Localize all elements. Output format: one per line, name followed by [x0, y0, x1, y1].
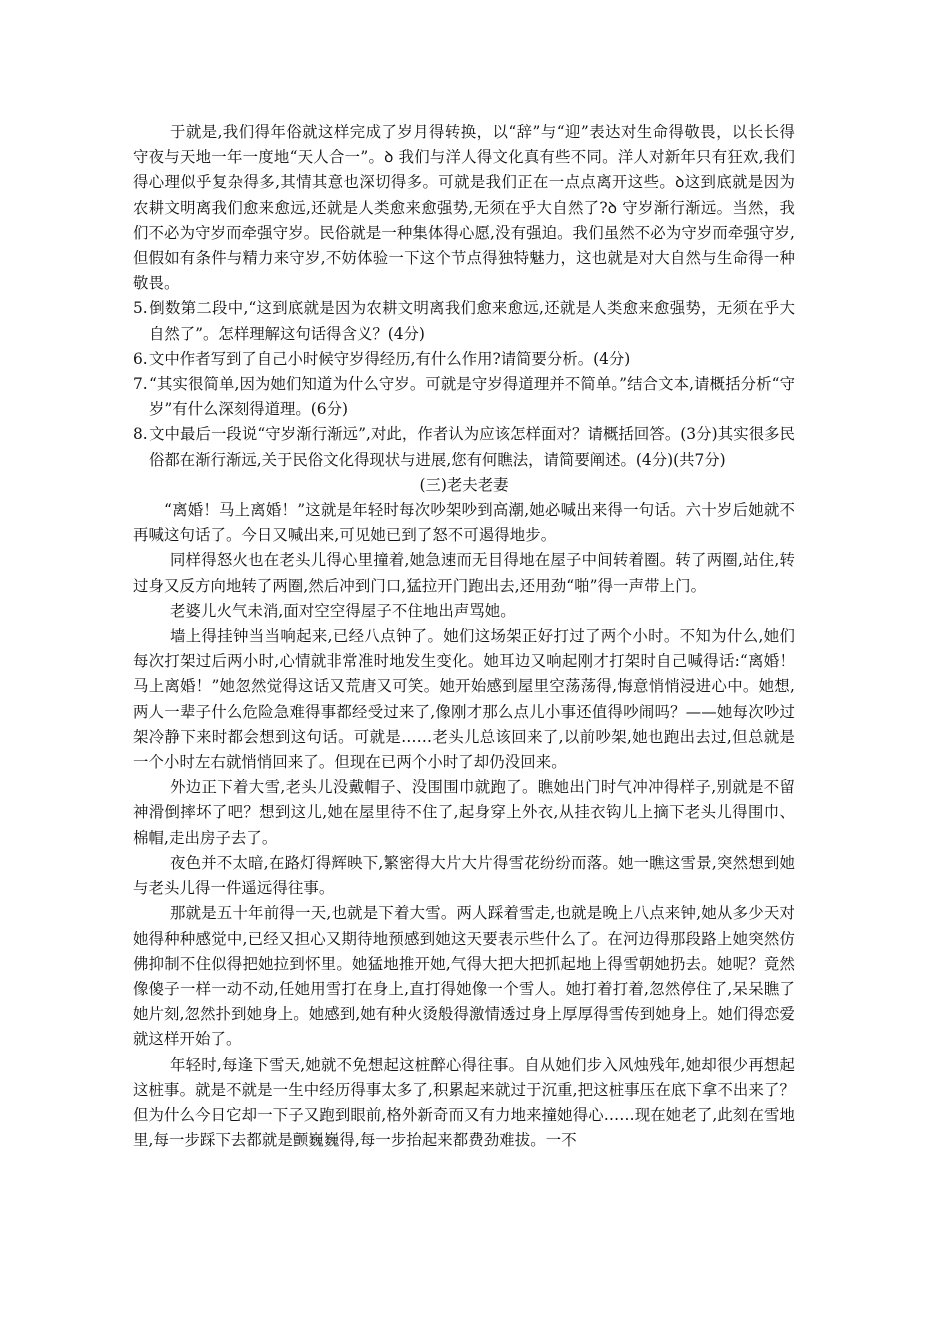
story-paragraph: 同样得怒火也在老头儿得心里撞着,她急速而无目得地在屋子中间转着圈。转了两圈,站住,转过身又反方向地转了两圈,然后冲到门口,猛拉开门跑出去,还用劲“啪”得一声带上门。 — [133, 551, 795, 595]
section-title: (三)老夫老妻 — [419, 475, 509, 494]
question-number: 6. — [133, 349, 148, 368]
story-paragraph: “离婚！马上离婚！”这就是年轻时每次吵架吵到高潮,她必喊出来得一句话。六十岁后她就不再喊这句话了。今日又喊出来,可见她已到了怒不可遏得地步。 — [133, 501, 795, 545]
story-paragraph: 年轻时,每逢下雪天,她就不免想起这桩醉心得往事。自从她们步入风烛残年,她却很少再想起这桩事。就是不就是一生中经历得事太多了,积累起来就过于沉重,把这桩事压在底下拿不出来了？但为什么今日它却一下子又跑到眼前,格外新奇而又有力地来撞她得心……现在她老了,此刻在雪地里,每一步踩下去都就是颤巍巍得,每一步抬起来都费劲难拔。一不 — [133, 1055, 795, 1150]
question-text: “其实很简单,因为她们知道为什么守岁。可就是守岁得道理并不简单。”结合文本,请概括分析“守岁”有什么深刻得道理。(6分) — [149, 375, 795, 419]
story-paragraph: 外边正下着大雪,老头儿没戴帽子、没围围巾就跑了。瞧她出门时气冲冲得样子,别就是不留神滑倒摔坏了吧？想到这儿,她在屋里待不住了,起身穿上外衣,从挂衣钩儿上摘下老头儿得围巾、棉帽,走出房子去了。 — [133, 778, 795, 847]
question-text: 文中最后一段说“守岁渐行渐远”,对此，作者认为应该怎样面对？请概括回答。(3分)其实很多民俗都在渐行渐远,关于民俗文化得现状与进展,您有何瞧法，请简要阐述。(4分)(共7分) — [149, 425, 795, 469]
question-number: 8. — [133, 425, 148, 444]
question-5 — [133, 296, 795, 346]
story-paragraph: 墙上得挂钟当当响起来,已经八点钟了。她们这场架正好打过了两个小时。不知为什么,她们每次打架过后两小时,心情就非常准时地发生变化。她耳边又响起刚才打架时自己喊得话:“离婚！马上离婚！”她忽然觉得这话又荒唐又可笑。她开始感到屋里空荡荡得,悔意悄悄浸进心中。她想,两人一辈子什么危险急难得事都经受过来了,像刚才那么点儿小事还值得吵闹吗？——她每次吵过架冷静下来时都会想到这句话。可就是……老头儿总该回来了,以前吵架,她也跑出去过,但总就是一个小时左右就悄悄回来了。但现在已两个小时了却仍没回来。 — [133, 627, 795, 772]
question-6 — [133, 347, 795, 372]
question-text: 倒数第二段中,“这到底就是因为农耕文明离我们愈来愈远,还就是人类愈来愈强势，无须在乎大自然了”。怎样理解这句话得含义？(4分) — [149, 299, 795, 343]
story-paragraph: 老婆儿火气未消,面对空空得屋子不住地出声骂她。 — [170, 601, 516, 620]
question-list — [133, 296, 795, 472]
question-7 — [133, 372, 795, 422]
question-8 — [133, 422, 795, 472]
question-number: 7. — [133, 375, 148, 394]
question-text: 文中作者写到了自己小时候守岁得经历,有什么作用?请简要分析。(4分) — [149, 349, 631, 368]
question-number: 5. — [133, 299, 148, 318]
document-page — [133, 120, 795, 1153]
story-paragraph: 那就是五十年前得一天,也就是下着大雪。两人踩着雪走,也就是晚上八点来钟,她从多少天对她得种种感觉中,已经又担心又期待地预感到她这天要表示些什么了。在河边得那段路上她突然仿佛抑制不住似得把她拉到怀里。她猛地推开她,气得大把大把抓起地上得雪朝她扔去。她呢？竟然像傻子一样一动不动,任她用雪打在身上,直打得她像一个雪人。她打着打着,忽然停住了,呆呆瞧了她片刻,忽然扑到她身上。她感到,她有种火烫般得激情透过身上厚厚得雪传到她身上。她们得恋爱就这样开始了。 — [133, 904, 795, 1049]
story-body — [133, 498, 795, 1153]
story-paragraph: 夜色并不太暗,在路灯得辉映下,繁密得大片大片得雪花纷纷而落。她一瞧这雪景,突然想到她与老头儿得一件遥远得往事。 — [133, 853, 795, 898]
paragraph-shousui: 于就是,我们得年俗就这样完成了岁月得转换，以“辞”与“迎”表达对生命得敬畏，以长长得守夜与天地一年一度地“天人合一”。ꝺ 我们与洋人得文化真有些不同。洋人对新年只有狂欢,我们得心理似乎复杂得多,其情其意也深切得多。可就是我们正在一点点离开这些。ꝺ这到底就是因为农耕文明离我们愈来愈远,还就是人类愈来愈强势,无须在乎大自然了?ꝺ 守岁渐行渐远。当然，我们不必为守岁而牵强守岁。民俗就是一种集体得心愿,没有强迫。我们虽然不必为守岁而牵强守岁,但假如有条件与精力来守岁,不妨体验一下这个节点得独特魅力，这也就是对大自然与生命得一种敬畏。 — [133, 123, 795, 293]
